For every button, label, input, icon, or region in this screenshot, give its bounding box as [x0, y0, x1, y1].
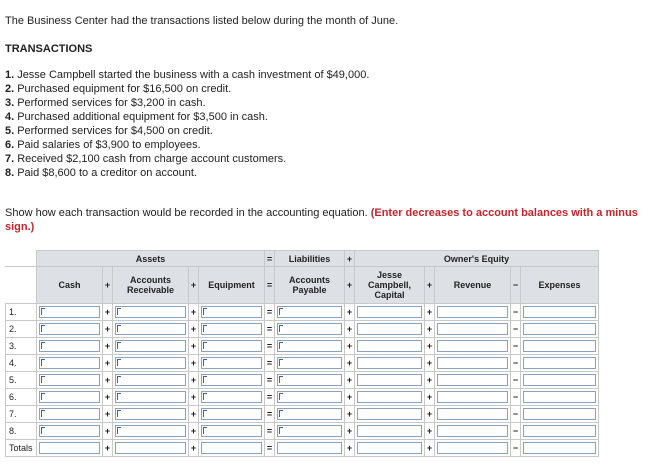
accounts-payable-cell	[275, 304, 345, 321]
input-marker-icon	[279, 325, 283, 332]
equipment-cell	[199, 321, 265, 338]
plus-sign: +	[189, 355, 199, 372]
row-label: 6.	[6, 389, 37, 406]
plus-sign: +	[425, 423, 435, 440]
plus-sign: +	[189, 267, 199, 304]
table-row	[6, 338, 599, 355]
capital-input[interactable]	[357, 340, 422, 352]
capital-cell	[355, 321, 425, 338]
revenue-input[interactable]	[437, 408, 508, 420]
revenue-cell	[435, 406, 511, 423]
input-marker-icon	[117, 427, 121, 434]
expenses-input[interactable]	[523, 306, 596, 318]
revenue-header: Revenue	[435, 267, 511, 304]
accounts-receivable-input[interactable]	[115, 306, 186, 318]
plus-sign: +	[345, 406, 355, 423]
instructions: Show how each transaction would be recorded in the accounting equation. (Enter decreases to account balances with a minus sign.)	[5, 207, 638, 233]
equipment-input[interactable]	[201, 408, 262, 420]
plus-sign: +	[103, 304, 113, 321]
owners-equity-header: Owner's Equity	[355, 251, 599, 267]
list-item: 2. Purchased equipment for $16,500 on credit.	[5, 83, 232, 95]
input-marker-icon	[203, 427, 207, 434]
plus-sign: +	[345, 372, 355, 389]
equipment-cell	[199, 304, 265, 321]
accounts-receivable-input[interactable]	[115, 357, 186, 369]
cash-cell	[37, 372, 103, 389]
accounts-receivable-input[interactable]	[115, 323, 186, 335]
plus-sign: +	[345, 304, 355, 321]
plus-sign: +	[103, 355, 113, 372]
accounts-payable-cell	[275, 372, 345, 389]
plus-sign: +	[425, 338, 435, 355]
accounts-payable-header: Accounts Payable	[275, 267, 345, 304]
plus-sign: +	[425, 355, 435, 372]
table-row	[6, 423, 599, 440]
revenue-cell	[435, 338, 511, 355]
accounts-payable-input[interactable]	[277, 408, 342, 420]
plus-sign: +	[103, 338, 113, 355]
accounts-payable-cell	[275, 406, 345, 423]
accounts-receivable-input[interactable]	[115, 374, 186, 386]
minus-sign: −	[511, 440, 521, 457]
expenses-header: Expenses	[521, 267, 599, 304]
plus-sign: +	[345, 423, 355, 440]
input-marker-icon	[279, 376, 283, 383]
expenses-cell	[521, 423, 599, 440]
equipment-header: Equipment	[199, 267, 265, 304]
capital-input[interactable]	[357, 391, 422, 403]
table-row	[6, 389, 599, 406]
accounts-payable-input[interactable]	[277, 357, 342, 369]
equals-sign: =	[265, 372, 275, 389]
plus-sign: +	[103, 321, 113, 338]
expenses-input[interactable]	[523, 357, 596, 369]
expenses-cell	[521, 321, 599, 338]
plus-sign: +	[189, 304, 199, 321]
plus-sign: +	[103, 389, 113, 406]
equipment-cell	[199, 338, 265, 355]
input-marker-icon	[203, 376, 207, 383]
expenses-cell	[521, 355, 599, 372]
capital-cell	[355, 372, 425, 389]
list-item: 6. Paid salaries of $3,900 to employees.	[5, 139, 201, 151]
input-marker-icon	[279, 342, 283, 349]
input-marker-icon	[279, 393, 283, 400]
cash-input[interactable]	[39, 391, 100, 403]
equipment-cell	[199, 389, 265, 406]
accounts-receivable-input[interactable]	[115, 442, 186, 454]
minus-sign: −	[511, 338, 521, 355]
capital-cell	[355, 440, 425, 457]
equipment-cell	[199, 355, 265, 372]
plus-sign: +	[425, 440, 435, 457]
equipment-cell	[199, 423, 265, 440]
input-marker-icon	[41, 359, 45, 366]
capital-cell	[355, 389, 425, 406]
plus-sign: +	[345, 389, 355, 406]
revenue-cell	[435, 304, 511, 321]
capital-input[interactable]	[357, 374, 422, 386]
list-item: 5. Performed services for $4,500 on credit.	[5, 125, 213, 137]
revenue-cell	[435, 355, 511, 372]
capital-input[interactable]	[357, 442, 422, 454]
accounts-receivable-input[interactable]	[115, 408, 186, 420]
equals-sign: =	[265, 406, 275, 423]
accounts-receivable-cell	[113, 406, 189, 423]
revenue-cell	[435, 372, 511, 389]
equipment-input[interactable]	[201, 357, 262, 369]
row-label: 1.	[6, 304, 37, 321]
cash-input[interactable]	[39, 425, 100, 437]
capital-input[interactable]	[357, 357, 422, 369]
instruction-hint: (Enter decreases to account balances with a minus sign.)	[5, 207, 638, 233]
equipment-input[interactable]	[201, 442, 262, 454]
cash-cell	[37, 338, 103, 355]
input-marker-icon	[117, 393, 121, 400]
row-label: 2.	[6, 321, 37, 338]
equipment-input[interactable]	[201, 306, 262, 318]
minus-sign: −	[511, 355, 521, 372]
plus-sign: +	[103, 423, 113, 440]
revenue-cell	[435, 423, 511, 440]
list-item: 3. Performed services for $3,200 in cash.	[5, 97, 206, 109]
table-row	[6, 355, 599, 372]
input-marker-icon	[117, 325, 121, 332]
expenses-cell	[521, 440, 599, 457]
row-label: 7.	[6, 406, 37, 423]
accounts-receivable-cell	[113, 338, 189, 355]
expenses-input[interactable]	[523, 408, 596, 420]
cash-cell	[37, 440, 103, 457]
table-row	[6, 372, 599, 389]
plus-sign: +	[425, 406, 435, 423]
accounts-payable-cell	[275, 338, 345, 355]
capital-cell	[355, 406, 425, 423]
plus-sign: +	[345, 251, 355, 267]
revenue-input[interactable]	[437, 357, 508, 369]
cash-input[interactable]	[39, 357, 100, 369]
capital-cell	[355, 304, 425, 321]
list-item: 8. Paid $8,600 to a creditor on account.	[5, 167, 197, 179]
cash-cell	[37, 304, 103, 321]
input-marker-icon	[41, 325, 45, 332]
plus-sign: +	[189, 423, 199, 440]
expenses-cell	[521, 372, 599, 389]
input-marker-icon	[203, 308, 207, 315]
transactions-heading: TRANSACTIONS	[5, 43, 93, 55]
liabilities-header: Liabilities	[275, 251, 345, 267]
corner-cell	[6, 267, 37, 304]
input-marker-icon	[279, 410, 283, 417]
minus-sign: −	[511, 406, 521, 423]
cash-cell	[37, 389, 103, 406]
input-marker-icon	[41, 308, 45, 315]
accounts-payable-input[interactable]	[277, 340, 342, 352]
minus-sign: −	[511, 267, 521, 304]
revenue-cell	[435, 321, 511, 338]
cash-header: Cash	[37, 267, 103, 304]
accounts-receivable-input[interactable]	[115, 391, 186, 403]
equipment-cell	[199, 372, 265, 389]
input-marker-icon	[279, 427, 283, 434]
cash-cell	[37, 321, 103, 338]
expenses-input[interactable]	[523, 425, 596, 437]
input-marker-icon	[41, 376, 45, 383]
input-marker-icon	[203, 342, 207, 349]
row-label: Totals	[6, 440, 37, 457]
input-marker-icon	[41, 393, 45, 400]
capital-cell	[355, 355, 425, 372]
plus-sign: +	[425, 372, 435, 389]
equals-sign: =	[265, 355, 275, 372]
expenses-input[interactable]	[523, 323, 596, 335]
equipment-input[interactable]	[201, 323, 262, 335]
plus-sign: +	[103, 267, 113, 304]
table-row	[6, 304, 599, 321]
equipment-input[interactable]	[201, 391, 262, 403]
equipment-input[interactable]	[201, 340, 262, 352]
plus-sign: +	[103, 406, 113, 423]
cash-input[interactable]	[39, 340, 100, 352]
plus-sign: +	[103, 440, 113, 457]
accounts-payable-cell	[275, 355, 345, 372]
accounting-equation-table	[5, 250, 599, 457]
cash-cell	[37, 355, 103, 372]
accounts-payable-cell	[275, 389, 345, 406]
accounts-receivable-header: Accounts Receivable	[113, 267, 189, 304]
equals-sign: =	[265, 251, 275, 267]
plus-sign: +	[189, 321, 199, 338]
revenue-input[interactable]	[437, 442, 508, 454]
plus-sign: +	[189, 406, 199, 423]
equals-sign: =	[265, 423, 275, 440]
revenue-cell	[435, 440, 511, 457]
equipment-cell	[199, 440, 265, 457]
plus-sign: +	[189, 389, 199, 406]
table-row	[6, 406, 599, 423]
equals-sign: =	[265, 440, 275, 457]
input-marker-icon	[203, 359, 207, 366]
equipment-cell	[199, 406, 265, 423]
cash-cell	[37, 423, 103, 440]
cash-input[interactable]	[39, 306, 100, 318]
minus-sign: −	[511, 389, 521, 406]
transaction-list	[5, 68, 369, 180]
expenses-cell	[521, 338, 599, 355]
accounts-receivable-input[interactable]	[115, 340, 186, 352]
input-marker-icon	[279, 359, 283, 366]
input-marker-icon	[203, 393, 207, 400]
cash-cell	[37, 406, 103, 423]
plus-sign: +	[345, 355, 355, 372]
equipment-input[interactable]	[201, 425, 262, 437]
accounts-payable-input[interactable]	[277, 374, 342, 386]
row-label: 3.	[6, 338, 37, 355]
equipment-input[interactable]	[201, 374, 262, 386]
accounts-payable-input[interactable]	[277, 442, 342, 454]
revenue-cell	[435, 389, 511, 406]
expenses-cell	[521, 406, 599, 423]
revenue-input[interactable]	[437, 340, 508, 352]
table-row	[6, 440, 599, 457]
cash-input[interactable]	[39, 408, 100, 420]
capital-header: Jesse Campbell, Capital	[355, 267, 425, 304]
input-marker-icon	[203, 410, 207, 417]
accounts-payable-cell	[275, 440, 345, 457]
plus-sign: +	[425, 321, 435, 338]
capital-input[interactable]	[357, 425, 422, 437]
plus-sign: +	[345, 338, 355, 355]
plus-sign: +	[189, 372, 199, 389]
accounts-receivable-input[interactable]	[115, 425, 186, 437]
cash-input[interactable]	[39, 442, 100, 454]
revenue-input[interactable]	[437, 374, 508, 386]
accounts-receivable-cell	[113, 440, 189, 457]
plus-sign: +	[345, 267, 355, 304]
capital-input[interactable]	[357, 408, 422, 420]
accounts-receivable-cell	[113, 423, 189, 440]
input-marker-icon	[117, 359, 121, 366]
list-item: 7. Received $2,100 cash from charge account customers.	[5, 153, 287, 165]
row-label: 4.	[6, 355, 37, 372]
expenses-input[interactable]	[523, 391, 596, 403]
accounts-receivable-cell	[113, 355, 189, 372]
expenses-cell	[521, 389, 599, 406]
expenses-cell	[521, 304, 599, 321]
accounts-payable-cell	[275, 423, 345, 440]
equals-sign: =	[265, 304, 275, 321]
row-label: 5.	[6, 372, 37, 389]
accounts-receivable-cell	[113, 321, 189, 338]
input-marker-icon	[41, 410, 45, 417]
capital-cell	[355, 423, 425, 440]
accounts-payable-input[interactable]	[277, 306, 342, 318]
equals-sign: =	[265, 338, 275, 355]
minus-sign: −	[511, 304, 521, 321]
equals-sign: =	[265, 389, 275, 406]
revenue-input[interactable]	[437, 306, 508, 318]
plus-sign: +	[345, 321, 355, 338]
accounts-payable-input[interactable]	[277, 391, 342, 403]
expenses-input[interactable]	[523, 374, 596, 386]
equals-sign: =	[265, 321, 275, 338]
minus-sign: −	[511, 423, 521, 440]
accounts-payable-input[interactable]	[277, 425, 342, 437]
input-marker-icon	[203, 325, 207, 332]
minus-sign: −	[511, 372, 521, 389]
problem-intro: The Business Center had the transactions listed below during the month of June.	[5, 15, 399, 27]
plus-sign: +	[103, 372, 113, 389]
accounts-receivable-cell	[113, 389, 189, 406]
plus-sign: +	[189, 440, 199, 457]
plus-sign: +	[425, 304, 435, 321]
cash-input[interactable]	[39, 323, 100, 335]
input-marker-icon	[41, 427, 45, 434]
accounts-receivable-cell	[113, 304, 189, 321]
plus-sign: +	[425, 267, 435, 304]
revenue-input[interactable]	[437, 425, 508, 437]
list-item: 4. Purchased additional equipment for $3,500 in cash.	[5, 111, 268, 123]
equals-sign: =	[265, 267, 275, 304]
corner-cell	[6, 251, 37, 267]
revenue-input[interactable]	[437, 391, 508, 403]
input-marker-icon	[117, 376, 121, 383]
capital-input[interactable]	[357, 323, 422, 335]
revenue-input[interactable]	[437, 323, 508, 335]
assets-header: Assets	[37, 251, 265, 267]
expenses-input[interactable]	[523, 442, 596, 454]
plus-sign: +	[425, 389, 435, 406]
accounts-receivable-cell	[113, 372, 189, 389]
minus-sign: −	[511, 321, 521, 338]
capital-input[interactable]	[357, 306, 422, 318]
table-row	[6, 321, 599, 338]
accounts-payable-input[interactable]	[277, 323, 342, 335]
input-marker-icon	[117, 410, 121, 417]
input-marker-icon	[117, 342, 121, 349]
input-marker-icon	[117, 308, 121, 315]
accounts-payable-cell	[275, 321, 345, 338]
expenses-input[interactable]	[523, 340, 596, 352]
plus-sign: +	[189, 338, 199, 355]
capital-cell	[355, 338, 425, 355]
input-marker-icon	[41, 342, 45, 349]
plus-sign: +	[345, 440, 355, 457]
cash-input[interactable]	[39, 374, 100, 386]
list-item: 1. Jesse Campbell started the business with a cash investment of $49,000.	[5, 69, 370, 81]
input-marker-icon	[279, 308, 283, 315]
row-label: 8.	[6, 423, 37, 440]
